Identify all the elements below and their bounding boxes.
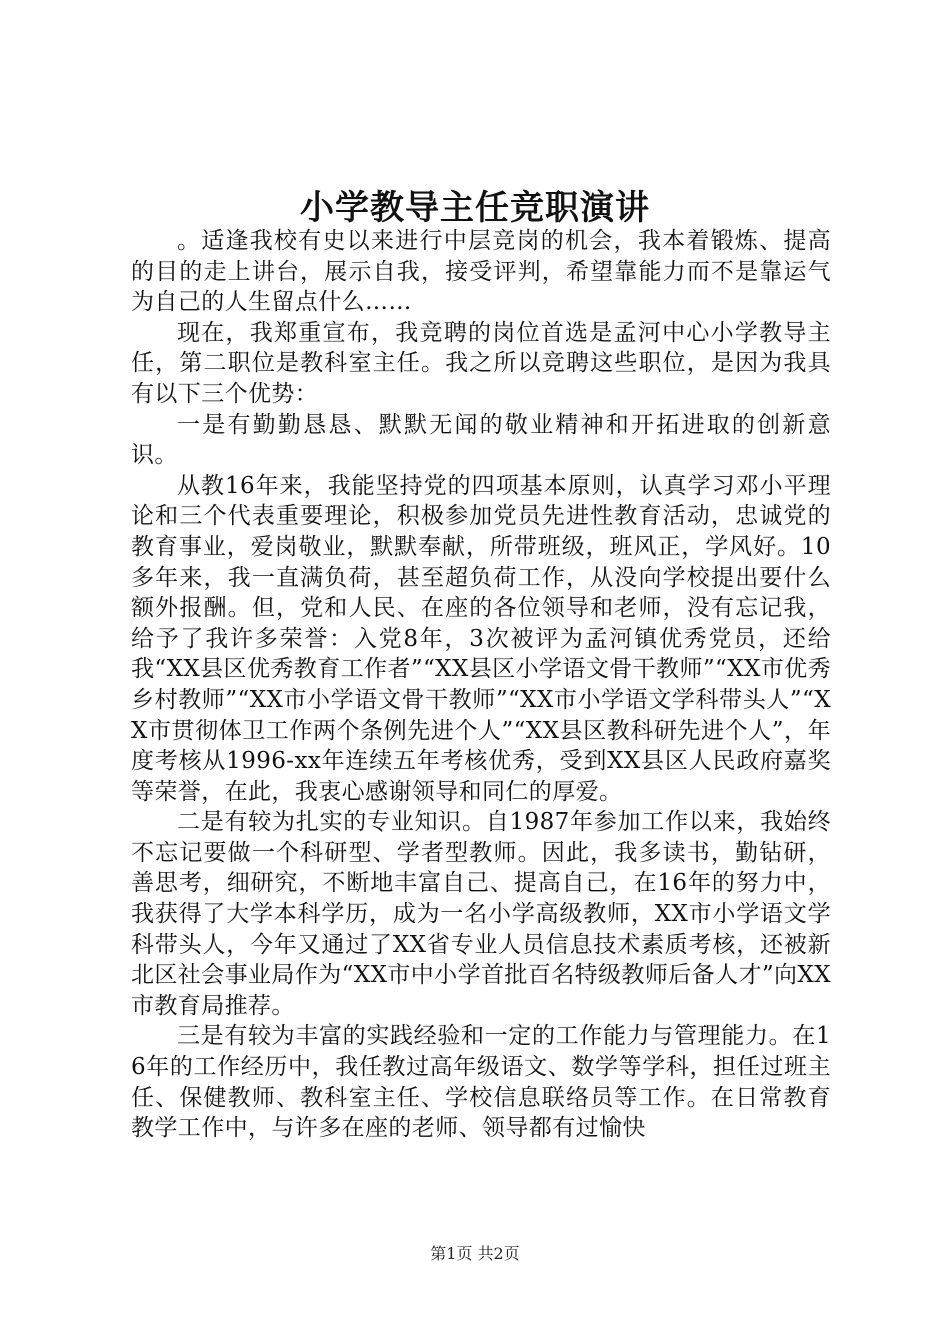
page-footer: 第1页 共2页 bbox=[430, 1244, 520, 1263]
paragraph-advantage-three: 三是有较为丰富的实践经验和一定的工作能力与管理能力。在16年的工作经历中，我任教过高年级语文、数学等学科，担任过班主任、保健教师、教科室主任、学校信息联络员等工作。在日常教育教学工作中，与许多在座的老师、领导都有过愉快 bbox=[131, 1023, 831, 1142]
paragraph-honors: 从教16年来，我能坚持党的四项基本原则，认真学习邓小平理论和三个代表重要理论，积极参加党员先进性教育活动，忠诚党的教育事业，爱岗敬业，默默奉献，所带班级，班风正，学风好。10多年来，我一直满负荷，甚至超负荷工作，从没向学校提出要什么额外报酬。但，党和人民、在座的各位领导和老师，没有忘记我，给予了我许多荣誉：入党8年，3次被评为孟河镇优秀党员，还给我“XX县区优秀教育工作者”“XX县区小学语文骨干教师”“XX市优秀乡村教师”“XX市小学语文骨干教师”“XX市小学语文学科带头人”“XX市贯彻体卫工作两个条例先进个人”“XX县区教科研先进个人”，年度考核从1996-xx年连续五年考核优秀，受到XX县区人民政府嘉奖等荣誉，在此，我衷心感谢领导和同仁的厚爱。 bbox=[131, 472, 831, 805]
paragraph-announcement: 现在，我郑重宣布，我竞聘的岗位首选是孟河中心小学教导主任，第二职位是教科室主任。我之所以竞聘这些职位，是因为我具有以下三个优势： bbox=[131, 319, 831, 407]
document-body bbox=[131, 226, 831, 1144]
paragraph-advantage-two: 二是有较为扎实的专业知识。自1987年参加工作以来，我始终不忘记要做一个科研型、学者型教师。因此，我多读书，勤钻研，善思考，细研究，不断地丰富自己、提高自己，在16年的努力中，我获得了大学本科学历，成为一名小学高级教师，XX市小学语文学科带头人，今年又通过了XX省专业人员信息技术素质考核，还被新北区社会事业局作为“XX市中小学首批百名特级教师后备人才”向XX市教育局推荐。 bbox=[131, 809, 831, 1019]
document-title: 小学教导主任竞职演讲 bbox=[300, 188, 650, 228]
paragraph-intro: 。适逢我校有史以来进行中层竞岗的机会，我本着锻炼、提高的目的走上讲台，展示自我，接受评判，希望靠能力而不是靠运气为自己的人生留点什么…… bbox=[131, 228, 831, 316]
paragraph-advantage-one: 一是有勤勤恳恳、默默无闻的敬业精神和开拓进取的创新意识。 bbox=[131, 411, 831, 469]
